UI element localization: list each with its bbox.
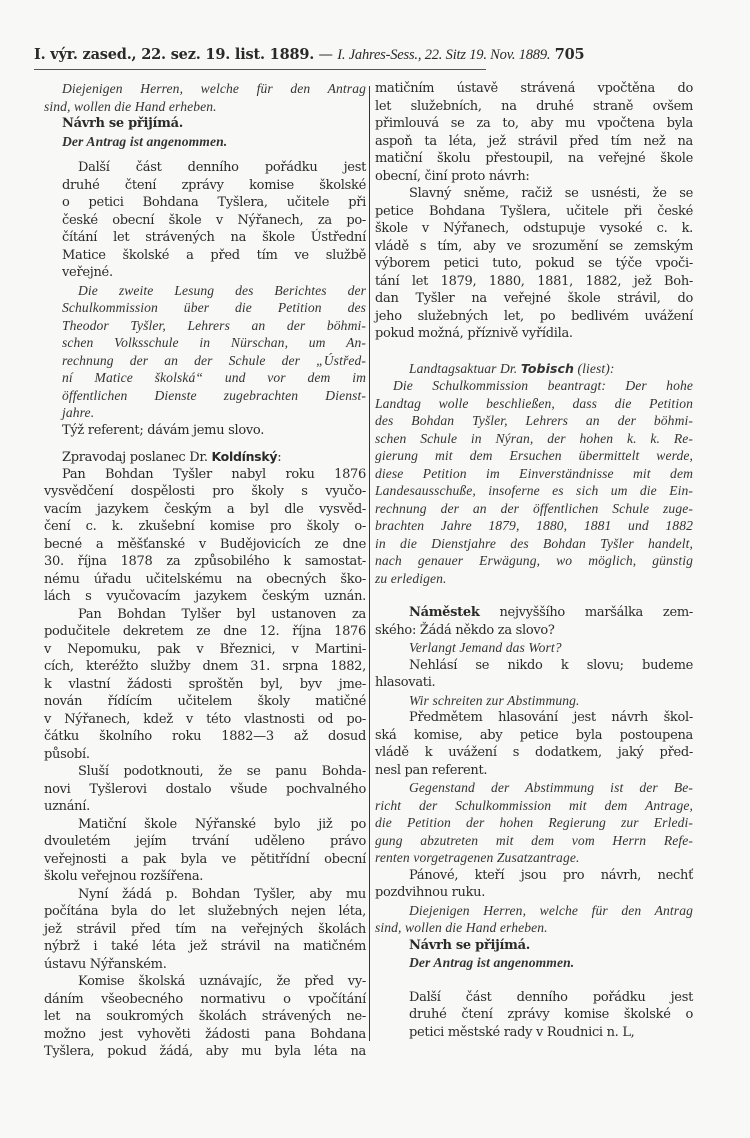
vote-result: Der Antrag ist angenommen. (409, 955, 575, 970)
speaker-suffix: : (277, 450, 282, 465)
line-text: Tyšlera, pokud žádá, aby mu byla léta na (44, 1044, 366, 1059)
vote-result: Návrh se přijímá. (62, 116, 183, 131)
speaker-name: Tobisch (520, 360, 574, 376)
header-rule (34, 69, 486, 70)
line-text: matičním ústavě strávená vpočtěna do (375, 81, 693, 96)
line-text: Landtag wolle beschließen, dass die Petition (375, 395, 693, 411)
text-line (375, 989, 693, 1007)
paragraph-gap (375, 343, 693, 360)
text-line (44, 921, 366, 939)
line-text: ústavu Nýřanském. (44, 956, 167, 972)
text-line (44, 264, 366, 282)
header-german: I. Jahres-Sess., 22. Sitz 19. Nov. 1889. (337, 47, 551, 63)
text-line (44, 571, 366, 589)
text-line (44, 422, 366, 440)
line-text: ského: Žádá někdo za slovo? (375, 622, 555, 638)
line-text: Diejenigen Herren, welche für den Antrag (409, 902, 693, 918)
text-line (375, 133, 693, 151)
line-text: matiční školu přestoupil, na veřejné škole (375, 151, 693, 166)
text-line (44, 588, 366, 606)
text-line (44, 299, 366, 317)
text-line (375, 290, 693, 308)
text-line (375, 779, 693, 797)
text-line (375, 203, 693, 221)
running-header (34, 46, 585, 68)
left-column (44, 80, 366, 1061)
text-line (44, 763, 366, 781)
text-line (375, 709, 693, 727)
speaker-name: Náměstek (409, 605, 480, 620)
text-line (44, 387, 366, 405)
text-line (375, 273, 693, 291)
line-text: škole v Nýřanech, odstupuje vysoké c. k. (375, 221, 693, 236)
line-text: působí. (44, 746, 90, 762)
line-text: brachten Jahre 1879, 1880, 1881 und 1882 (375, 518, 693, 533)
line-text: 30. října 1878 za způsobilého k samostat- (44, 554, 366, 569)
line-text: tání let 1879, 1880, 1881, 1882, jež Boh- (375, 273, 693, 289)
line-text: gung abzutreten mit dem vom Herrn Refe- (375, 832, 693, 848)
text-line (44, 115, 366, 133)
paragraph-gap (44, 150, 366, 159)
line-text: druhé čtení zprávy komise školské o (409, 1007, 693, 1022)
line-text: čení c. k. zkušební komise pro školy o- (44, 519, 366, 534)
text-line (375, 115, 693, 133)
line-text: Die zweite Lesung des Berichtes der (78, 282, 366, 298)
text-line (375, 185, 693, 203)
line-text: Pan Bohdan Tylšer byl ustanoven za (78, 606, 366, 622)
text-line (375, 238, 693, 256)
line-text: pokud možná, příznivě vyřídila. (375, 326, 573, 341)
text-line (375, 482, 693, 500)
text-line (375, 465, 693, 483)
text-line (375, 80, 693, 98)
line-text: školu veřejnou rozšířena. (44, 869, 204, 884)
text-line (44, 553, 366, 571)
line-text: becné a měšťanské v Budějovicích ze dne (44, 536, 366, 552)
line-text: obecní, činí proto návrh: (375, 168, 530, 184)
text-line (375, 692, 693, 710)
line-text: let na soukromých školách strávených ne- (44, 1009, 366, 1024)
line-text: Další část denního pořádku jest (78, 160, 366, 175)
text-line (44, 676, 366, 694)
text-line (44, 282, 366, 300)
text-line (44, 212, 366, 230)
line-text: Die Schulkommission beantragt: Der hohe (393, 378, 693, 393)
text-line (375, 814, 693, 832)
text-line (44, 247, 366, 265)
text-line (375, 150, 693, 168)
text-line (44, 658, 366, 676)
line-text: Theodor Tyšler, Lehrers an der böhmi- (62, 317, 366, 333)
line-text: ní Matice školská“ und vor dem im (62, 370, 366, 385)
line-text: Diejenigen Herren, welche für den Antrag (62, 81, 366, 96)
text-line (44, 466, 366, 484)
line-text: čátku školního roku 1882—3 až dosud (44, 729, 366, 744)
vote-result: Návrh se přijímá. (409, 937, 530, 953)
line-text: cích, kteréžto služby dnem 31. srpna 1882, (44, 659, 366, 674)
line-text: o petici Bohdana Tyšlera, učitele při (62, 195, 366, 210)
page-number: 705 (554, 46, 585, 63)
text-line (375, 622, 693, 640)
line-text: jahre. (62, 405, 95, 420)
line-text: druhé čtení zprávy komise školské (62, 177, 366, 193)
text-line (44, 816, 366, 834)
text-line (44, 991, 366, 1009)
text-line (44, 711, 366, 729)
line-text: uznání. (44, 799, 90, 814)
line-text: novi Tyšlerovi dostalo všude pochvalného (44, 781, 366, 797)
text-line (375, 954, 693, 972)
text-line (44, 798, 366, 816)
line-text: vládě s tím, aby ve srozumění se zemským (375, 238, 693, 254)
text-line (44, 518, 366, 536)
text-line (375, 552, 693, 570)
text-line (44, 352, 366, 370)
line-text: vládě k uvážení s dodatkem, jaký před- (375, 745, 693, 760)
line-text: podučitele dekretem ze dne 12. října 1876 (44, 624, 366, 639)
text-line (44, 501, 366, 519)
line-text: des Bohdan Tyšler, Lehrers an der böhmi- (375, 413, 693, 428)
line-text: nován řídícím učitelem školy matičné (44, 694, 366, 709)
text-line (44, 728, 366, 746)
text-line (44, 80, 366, 98)
line-text: dáním všeobecného normativu o vpočítání (44, 991, 366, 1007)
text-line (44, 781, 366, 799)
line-text: pozdvihnou ruku. (375, 885, 486, 900)
text-line (44, 1026, 366, 1044)
line-text: schen Volksschule in Nürschan, um An- (62, 335, 366, 350)
line-text: Pánové, kteří jsou pro návrh, nechť (409, 867, 693, 883)
line-text: Další část denního pořádku jest (409, 989, 693, 1005)
line-text: richt der Schulkommission mit dem Antrage, (375, 797, 693, 813)
text-line (375, 430, 693, 448)
text-line (375, 168, 693, 186)
line-text: öffentlichen Dienste zugebrachten Dienst- (62, 387, 366, 403)
line-text: gierung mit dem Ersuchen übermittelt werde, (375, 448, 693, 463)
line-text: nesl pan referent. (375, 762, 488, 778)
line-text: Předmětem hlasování jest návrh škol- (409, 710, 693, 725)
paragraph-gap (375, 972, 693, 989)
text-line (375, 360, 693, 378)
line-text: Sluší podotknouti, že se panu Bohda- (78, 764, 366, 779)
line-text: Slavný sněme, račiž se usnésti, že se (409, 186, 693, 201)
text-line (375, 832, 693, 850)
line-text: české obecní škole v Nýřanech, za po- (62, 212, 366, 228)
paragraph-gap (375, 587, 693, 604)
line-text: výborem petici tuto, pokud se týče vpoči- (375, 256, 693, 271)
line-text: Gegenstand der Abstimmung ist der Be- (409, 780, 693, 795)
line-text: petice Bohdana Tyšlera, učitele při české (375, 203, 693, 219)
text-line (375, 517, 693, 535)
text-line (375, 919, 693, 937)
line-text: Matiční škole Nýřanské bylo již po (78, 816, 366, 832)
line-text: petici městské rady v Roudnici n. L, (409, 1024, 635, 1040)
line-text: nejvyššího maršálka zem- (479, 605, 693, 620)
line-text: sind, wollen die Hand erheben. (44, 98, 217, 114)
text-line (44, 334, 366, 352)
text-line (44, 746, 366, 764)
right-column (375, 80, 693, 1041)
line-text: přimlouvá se za to, aby mu vpočtena byla (375, 116, 693, 131)
text-line (375, 604, 693, 622)
text-line (44, 448, 366, 466)
line-text: aspoň ta léta, jež strávil před tím než na (375, 133, 693, 149)
line-text: ská komise, aby petice byla postoupena (375, 727, 693, 743)
line-text: rechnung der an der öffentlichen Schule zuge- (375, 500, 693, 516)
text-line (375, 657, 693, 675)
text-line (44, 938, 366, 956)
line-text: nému úřadu učitelskému na obecných ško- (44, 571, 366, 587)
line-text: možno jest vyhověti žádosti pana Bohdana (44, 1026, 366, 1042)
line-text: v Nepomuku, pak v Březnici, v Martini- (44, 641, 366, 657)
text-line (375, 884, 693, 902)
text-line (375, 867, 693, 885)
text-line (44, 1008, 366, 1026)
line-text: schen Schule in Nýran, der hohen k. k. Re- (375, 430, 693, 446)
text-line (44, 693, 366, 711)
text-line (375, 797, 693, 815)
line-text: Landtagsaktuar Dr. (409, 360, 521, 376)
line-text: Matice školské a před tím ve službě (62, 247, 366, 263)
line-text: Landesausschuße, insoferne es sich um die Ein- (375, 483, 693, 498)
line-text: hlasovati. (375, 675, 436, 690)
line-text: Verlangt Jemand das Wort? (409, 640, 562, 655)
line-text: lách s vyučovacím jazykem českým uznán. (44, 589, 366, 604)
text-line (44, 1043, 366, 1061)
line-text: Nyní žádá p. Bohdan Tyšler, aby mu (78, 886, 366, 902)
text-line (375, 570, 693, 588)
text-line (375, 308, 693, 326)
paragraph-gap (44, 439, 366, 448)
line-text: nýbrž i také léta jež strávil na matičném (44, 939, 366, 954)
header-czech: I. výr. zased., 22. sez. 19. list. 1889. (34, 46, 315, 63)
text-line (44, 317, 366, 335)
text-line (375, 762, 693, 780)
speaker-suffix: (liest): (574, 360, 615, 376)
line-text: die Petition der hohen Regierung zur Erledi- (375, 815, 693, 830)
line-text: diese Petition im Einverständnisse mit dem (375, 465, 693, 481)
text-line (44, 886, 366, 904)
text-line (375, 98, 693, 116)
text-line (375, 255, 693, 273)
line-text: rechnung der an der Schule der „Ústřed- (62, 352, 366, 368)
line-text: Wir schreiten zur Abstimmung. (409, 692, 580, 708)
text-line (44, 536, 366, 554)
text-line (44, 369, 366, 387)
text-line (44, 159, 366, 177)
line-text: jeho služebných let, po bedlivém uvážení (375, 308, 693, 324)
line-text: veřejnosti a pak byla ve pětitřídní obecní (44, 851, 366, 867)
line-text: Zpravodaj poslanec Dr. (62, 450, 212, 465)
line-text: vacím jazykem českým a byl dle vysvěd- (44, 501, 366, 517)
speaker-name: Koldínský (211, 449, 278, 464)
text-line (375, 674, 693, 692)
text-line (44, 623, 366, 641)
text-line (44, 483, 366, 501)
line-text: Schulkommission über die Petition des (62, 300, 366, 315)
line-text: Pan Bohdan Tyšler nabyl roku 1876 (62, 466, 366, 482)
text-line (44, 98, 366, 116)
text-line (375, 500, 693, 518)
line-text: Komise školská uznávajíc, že před vy- (78, 974, 366, 989)
line-text: zu erledigen. (375, 570, 447, 586)
text-line (44, 177, 366, 195)
line-text: počítána byla do let služebných nejen léta, (44, 904, 366, 919)
line-text: let služebních, na druhé straně ovšem (375, 98, 693, 114)
column-divider (369, 86, 370, 1041)
line-text: čítání let strávených na škole Ústřední (62, 230, 366, 245)
text-line (44, 133, 366, 151)
line-text: v Nýřanech, kdež v této vlastnosti od po- (44, 711, 366, 727)
line-text: dan Tyšler na veřejné škole strávil, do (375, 291, 693, 306)
text-line (44, 404, 366, 422)
text-line (375, 849, 693, 867)
text-line (375, 220, 693, 238)
text-line (375, 377, 693, 395)
text-line (375, 395, 693, 413)
text-line (375, 727, 693, 745)
line-text: dvouletém jejím trvání uděleno právo (44, 834, 366, 849)
text-line (375, 325, 693, 343)
line-text: sind, wollen die Hand erheben. (375, 920, 548, 935)
text-line (44, 606, 366, 624)
text-line (44, 973, 366, 991)
text-line (44, 903, 366, 921)
line-text: k vlastní žádosti sproštěn byl, byv jme- (44, 676, 366, 692)
text-line (375, 937, 693, 955)
text-line (44, 641, 366, 659)
line-text: in die Dienstjahre des Bohdan Tyšler handelt, (375, 535, 693, 551)
line-text: veřejné. (62, 265, 113, 280)
text-line (375, 535, 693, 553)
text-line (375, 412, 693, 430)
line-text: Nehlásí se nikdo k slovu; budeme (409, 657, 693, 673)
vote-result: Der Antrag ist angenommen. (62, 133, 228, 149)
text-line (375, 1024, 693, 1042)
text-line (44, 833, 366, 851)
line-text: vysvědčení dospělosti pro školy s vyučo- (44, 484, 366, 499)
line-text: renten vorgetragenen Zusatzantrage. (375, 850, 580, 865)
line-text: Týž referent; dávám jemu slovo. (62, 422, 265, 438)
text-line (44, 868, 366, 886)
header-dash: — (314, 47, 338, 63)
text-line (44, 851, 366, 869)
line-text: nach genauer Erwägung, wo möglich, günstig (375, 553, 693, 568)
text-line (375, 447, 693, 465)
text-line (375, 902, 693, 920)
text-line (44, 956, 366, 974)
line-text: jež strávil před tím na veřejných školách (44, 921, 366, 937)
text-line (375, 744, 693, 762)
text-line (375, 1006, 693, 1024)
text-line (44, 194, 366, 212)
text-line (375, 639, 693, 657)
text-line (44, 229, 366, 247)
